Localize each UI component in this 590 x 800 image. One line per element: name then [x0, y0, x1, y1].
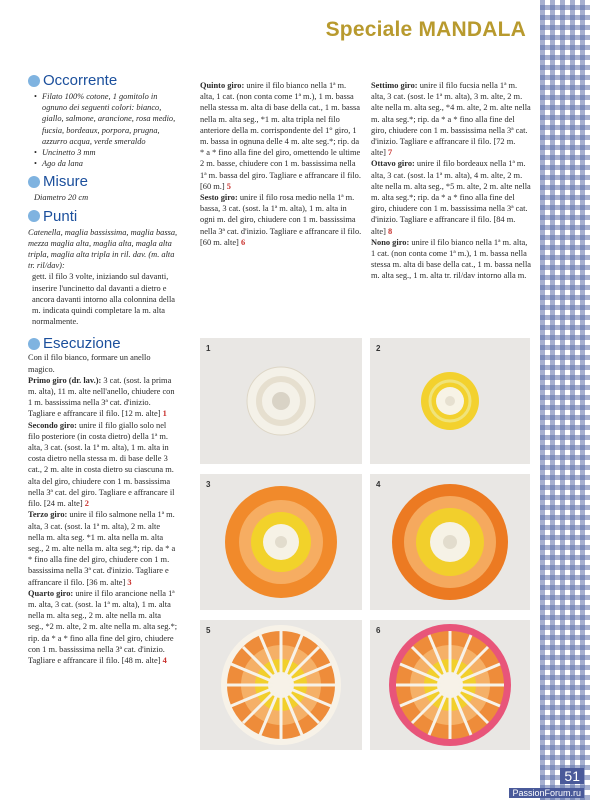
mandala-round-6-image	[370, 620, 530, 750]
misure-section	[28, 173, 178, 203]
photo-number: 6	[376, 626, 381, 635]
round-paragraph: Ottavo giro: unire il filo bordeaux nella 1ª m. alta, 3 cat. (sost. la 1ª m. alta), 4 m. alte, 2 m. alte nella m. alta seg., *5 m. alte, 2 m. alte nella m. alta seg.*; rip. da * a * fino alla fine del giro, chiudere con 1 m. bassissima nella 3ª cat. d'inizio. Tagliare e affrancare il filo. [84 m. alte] 8	[371, 159, 531, 236]
photo-number: 5	[206, 626, 211, 635]
esecuzione-heading: Esecuzione	[28, 335, 178, 352]
round-paragraph: Quinto giro: unire il filo bianco nella 1ª m. alta, 1 cat. (non conta come 1ª m.), 1 m. bassa nella stessa m. alta di base della cat., 1 m. bassa nella m. alta seg., *1 m. alta tripla nel filo anteriore della m. corrispondente del 1° giro, 1 m. bassa in ognuna delle 4 m. alte seg.*; rip. da * a * fino alla fine del giro, omettendo le ultime 2 m. basse, chiudere con 1 m. bassissima nella 1ª m. bassa del giro. Tagliare e affrancare il filo. [60 m.] 5	[200, 81, 361, 191]
misure-heading: Misure	[28, 173, 178, 190]
photo-number: 1	[206, 344, 211, 353]
round-paragraph: Terzo giro: unire il filo salmone nella 1ª m. alta, 3 cat. (sost. la 1ª m. alta), 2 m. alte nella m. alta seg. *1 m. alta nella m. alta seg., 2 m. alte nella m. alta seg.*; rip. da * a * fino alla fine del giro, chiudere con 1 m. bassissima nella 3ª cat. d'inizio. Tagliare e affrancare il filo. [36 m. alte] 3	[28, 510, 176, 587]
step-photo-6	[370, 620, 530, 750]
step-photo-5	[200, 620, 362, 750]
step-photo-4	[370, 474, 530, 610]
punti-list: Catenella, maglia bassissima, maglia bassa, mezza maglia alta, maglia alta, magla alta tripla, maglia alta tripla in ril. dav. (m. alta tr. ril/dav):	[28, 227, 178, 271]
punti-heading: Punti	[28, 208, 178, 225]
step-photo-1	[200, 338, 362, 464]
bullet-dot-icon	[28, 75, 40, 87]
photo-number: 3	[206, 480, 211, 489]
photo-number: 4	[376, 480, 381, 489]
photo-number: 2	[376, 344, 381, 353]
material-item: • Uncinetto 3 mm	[34, 147, 178, 158]
right-column	[371, 80, 531, 282]
material-item: • Ago da lana	[34, 158, 178, 169]
mandala-round-4-image	[370, 474, 530, 610]
site-watermark: PassionForum.ru	[509, 788, 584, 798]
esecuzione-section	[28, 335, 178, 666]
round-paragraph: Nono giro: unire il filo bianco nella 1ª m. alta, 1 cat. (non conta come 1ª m.), 1 m. bassa nella stessa m. alta di base della cat., 1 m. bassa nella m. alta seg., 1 m. alta tr. ril/dav intorno alla m.	[371, 237, 532, 281]
gingham-border	[540, 0, 590, 800]
material-item: • Filato 100% cotone, 1 gomitolo in ognuno dei seguenti colori: bianco, giallo, salmone, arancione, rosa medio, fucsia, bordeaux, porpora, prugna, azzurro acqua, verde smeraldo	[34, 91, 178, 147]
round-paragraph: Secondo giro: unire il filo giallo solo nel filo posteriore (in costa dietro) della 1ª m. alta, 3 cat. (sost. la 1ª m. alta), 1 m. alta in costa dietro nella stessa m. di base delle 3 cat., 2 m. alte in costa dietro su ciascuna m. alta del giro, chiudere con 1 m. bassissima nella 3ª cat. del giro. Tagliare e affrancare il filo. [24 m. alte] 2	[28, 420, 175, 509]
page-number: 51	[560, 768, 584, 784]
mandala-round-1-image	[200, 338, 362, 464]
mandala-round-3-image	[200, 474, 362, 610]
bullet-dot-icon	[28, 338, 40, 350]
step-photo-2	[370, 338, 530, 464]
page-title: Speciale MANDALA	[325, 18, 526, 41]
punti-description: gett. il filo 3 volte, iniziando sul davanti, inserire l'uncinetto dal davanti a dietro e ancora davanti intorno alla colonnina della m. indicata quindi completare la m. alta normalmente.	[32, 272, 176, 327]
occorrente-heading: Occorrente	[28, 72, 178, 89]
round-paragraph: Primo giro (dr. lav.): 3 cat. (sost. la prima m. alta), 11 m. alte nell'anello, chiudere con 1 m. bassissima nella 3ª cat. d'inizio. Tagliare e affrancare il filo. [12 m. alte] 1	[28, 375, 175, 419]
occorrente-section	[28, 72, 178, 169]
left-column	[28, 72, 178, 670]
round-paragraph: Quarto giro: unire il filo arancione nella 1ª m. alta, 3 cat. (sost. la 1ª m. alta), 1 m. alta nella m. alta seg., 2 m. alte nella m. alta seg., *2 m. alte, 2 m. alte nella m. alta seg.*; rip. da * a * fino alla fine del giro, chiudere con 1 m. bassissima nella 3ª cat. d'inizio. Tagliare e affrancare il filo. [48 m. alte] 4	[28, 588, 178, 665]
round-paragraph: Settimo giro: unire il filo fucsia nella 1ª m. alta, 3 cat. (sost. le 1ª m. alta), 3 m. alte, 2 m. alte nella m. alta seg., *4 m. alte, 2 m. alte nella m. alta seg.*; rip. da * a * fino alla fine del giro, chiudere con 1 m. bassissima nella 3ª cat. d'inizio. Tagliare e affrancare il filo. [72 m. alte] 7	[371, 81, 531, 158]
mandala-round-5-image	[200, 620, 362, 750]
middle-column	[200, 80, 362, 248]
misure-text: Diametro 20 cm	[34, 193, 89, 203]
round-paragraph: Sesto giro: unire il filo rosa medio nella 1ª m. bassa, 3 cat. (sost. la 1ª m. alta), 1 m. alta in ogni m. del giro, chiudere con 1 m. bassissima nella 3ª cat. d'inizio. Tagliare e affrancare il filo. [60 m. alte] 6	[200, 193, 362, 247]
mandala-round-2-image	[370, 338, 530, 464]
esecuzione-intro: Con il filo bianco, formare un anello magico.	[28, 353, 151, 374]
punti-section	[28, 208, 178, 328]
step-photo-3	[200, 474, 362, 610]
bullet-dot-icon	[28, 176, 40, 188]
bullet-dot-icon	[28, 210, 40, 222]
